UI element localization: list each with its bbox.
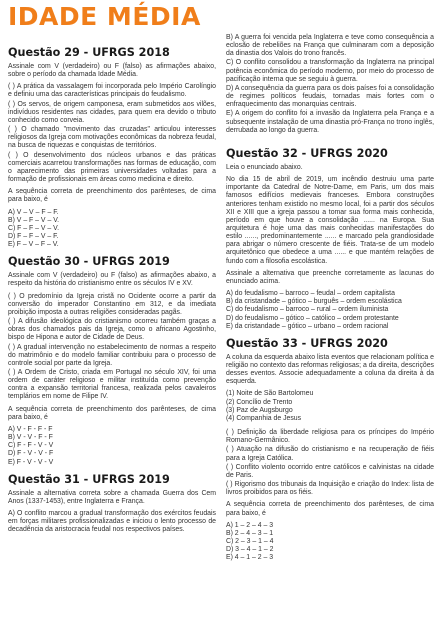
- question-31-intro: Assinale a alternativa correta sobre a chamada Guerra dos Cem Anos (1337-1453), entre Inglaterra e França.: [8, 489, 216, 505]
- option-b[interactable]: B) V - V - F - F: [8, 434, 53, 442]
- option-b[interactable]: B) da cristandade – gótico – burguês – ordem escolástica: [226, 298, 402, 306]
- option-e[interactable]: E) da cristandade – gótico – urbano – ordem racional: [226, 322, 389, 330]
- question-30-item: ( ) A gradual intervenção no estabelecimento de normas a respeito do matrimônio e do modelo familiar contribuiu para o processo de controle social por parte da Igreja.: [8, 343, 216, 367]
- option-a[interactable]: A) do feudalismo – barroco – feudal – ordem capitalista: [226, 290, 395, 298]
- option-e[interactable]: E) 4 – 1 – 2 – 3: [226, 554, 274, 562]
- question-30-intro: Assinale com V (verdadeiro) ou F (falso) as afirmações abaixo, a respeito da história do cristianismo entre os séculos IV e XV.: [8, 272, 216, 288]
- question-30-options: [8, 426, 216, 467]
- option-d[interactable]: D) 3 – 4 – 1 – 2: [226, 546, 274, 554]
- option-b[interactable]: B) 2 – 4 – 3 – 1: [226, 529, 274, 537]
- option-c[interactable]: C) F - F - V - V: [8, 442, 54, 450]
- question-33-description: ( ) Atuação na difusão do cristianismo e na recuperação de fiéis para a Igreja Católica.: [226, 446, 434, 462]
- question-30-prompt: A sequência correta de preenchimento dos parênteses, de cima para baixo, é: [8, 405, 216, 421]
- question-29-prompt: A sequência correta de preenchimento dos parênteses, de cima para baixo, é: [8, 188, 216, 204]
- option-e[interactable]: E) A origem do conflito foi a invasão da Inglaterra pela França e a subsequente instalação de uma dinastia pró-França no trono inglês, derrubada ao longo da guerra.: [226, 110, 434, 134]
- option-d[interactable]: D) F - V - V - F: [8, 450, 54, 458]
- list-item: (4) Companhia de Jesus: [226, 414, 302, 422]
- question-33-options: [226, 522, 434, 563]
- right-column: [226, 34, 434, 568]
- question-33-prompt: A sequência correta de preenchimento dos parênteses, de cima para baixo, é: [226, 501, 434, 517]
- option-c[interactable]: C) do feudalismo – barroco – rural – ordem iluminista: [226, 306, 389, 314]
- question-29-item: ( ) A prática da vassalagem foi incorporada pelo Império Carolíngio e definiu uma das características principais do feudalismo.: [8, 83, 216, 99]
- question-32-heading: Questão 32 - UFRGS 2020: [226, 146, 388, 160]
- question-29-options: [8, 209, 216, 250]
- option-b[interactable]: B) A guerra foi vencida pela Inglaterra e teve como consequência a eclosão de rebeliões na França que culminaram com a deposição da dinastia dos Valois do trono francês.: [226, 34, 434, 58]
- option-b[interactable]: B) V – F – V – V.: [8, 216, 60, 224]
- question-29-item: ( ) O chamado "movimento das cruzadas" articulou interesses religiosos da Igreja com motivações econômicas da nobreza feudal, na busca de riquezas e conquistas de territórios.: [8, 126, 216, 150]
- question-31-heading: Questão 31 - UFRGS 2019: [8, 472, 170, 486]
- list-item: (1) Noite de São Bartolomeu: [226, 390, 314, 398]
- list-item: (3) Paz de Augsburgo: [226, 406, 293, 414]
- option-d[interactable]: D) F – F – V – F.: [8, 232, 59, 240]
- question-29-item: ( ) O desenvolvimento dos núcleos urbanos e das práticas comerciais acarretou transformações nas formas de educação, com o aparecimento das primeiras universidades voltadas para a formação de profissionais em áreas como medicina e direito.: [8, 151, 216, 184]
- question-32-intro: Leia o enunciado abaixo.: [226, 163, 303, 171]
- option-a[interactable]: A) O conflito marcou a gradual transformação dos exércitos feudais em forças militares profissionalizadas e iniciou o lento processo de decadência da aristocracia feudal nos respectivos países.: [8, 510, 216, 534]
- question-33-left-list: [226, 390, 434, 423]
- option-e[interactable]: E) F - V - V - V: [8, 458, 54, 466]
- question-33-description: ( ) Conflito violento ocorrido entre católicos e calvinistas na cidade de Paris.: [226, 463, 434, 479]
- question-33-heading: Questão 33 - UFRGS 2020: [226, 336, 388, 350]
- page-title: IDADE MÉDIA: [8, 2, 201, 31]
- question-33-description: ( ) Rigorismo dos tribunais da Inquisição e criação do Index: lista de livros proibidos para os fiéis.: [226, 481, 434, 497]
- option-e[interactable]: E) F – V – F – V.: [8, 241, 59, 249]
- left-column: [8, 46, 216, 539]
- option-d[interactable]: D) A consequência da guerra para os dois países foi a consolidação de regimes políticos feudais, tornadas mais fortes com o enfraquecimento das monarquias centrais.: [226, 84, 434, 109]
- option-a[interactable]: A) V – V – F – F.: [8, 208, 59, 216]
- question-32-text: No dia 15 de abril de 2019, um incêndio destruiu uma parte importante da Catedral de Notre-Dame, em Paris, um dos mais famosos edifícios medievais franceses. Embora construções anteriores tenham existido no mesmo local, foi a partir dos séculos XII e XIII que a igreja passou a tomar sua forma mais conhecida, período em que houve a consolidação ...... na Europa. Sua arquitetura é hoje uma das mais conhecidas manifestações do estilo ......, predominantemente ...... e marcado pela grandiosidade para abrigar o número crescente de fiéis. Trata-se de um modelo arquitetônico que obedece a uma ...... e que mantém relações de fundo com a filosofia escolástica.: [226, 176, 434, 265]
- option-c[interactable]: C) F – F – V – V.: [8, 224, 60, 232]
- question-29-item: ( ) Os servos, de origem camponesa, eram submetidos aos vilões, indivíduos residentes nas cidades, para quem era devido o tributo conhecido como corveia.: [8, 100, 216, 124]
- question-29-heading: Questão 29 - UFRGS 2018: [8, 46, 170, 59]
- question-30-heading: Questão 30 - UFRGS 2019: [8, 255, 170, 269]
- option-a[interactable]: A) 1 – 2 – 4 – 3: [226, 521, 274, 529]
- question-30-item: ( ) O predomínio da Igreja cristã no Ocidente ocorre a partir da conversão do imperador Constantino em 312, e da imediata proibição imposta a outras religiões consideradas pagãs.: [8, 292, 216, 316]
- question-33-intro: A coluna da esquerda abaixo lista eventos que relacionam política e religião no contexto das reformas religiosas; a da direita, descrições desses eventos. Associe adequadamente a coluna da direita à da esquerda.: [226, 353, 434, 386]
- question-33-description: ( ) Definição da liberdade religiosa para os príncipes do Império Romano-Germânico.: [226, 429, 434, 445]
- question-32-options: [226, 290, 434, 331]
- question-30-item: ( ) A Ordem de Cristo, criada em Portugal no século XIV, foi uma ordem de caráter religioso e militar instituída como prevenção contra a expansão territorial francesa, realizada pelos cavaleiros templários em nome de Filipe IV.: [8, 369, 216, 401]
- list-item: (2) Concílio de Trento: [226, 398, 293, 406]
- question-30-item: ( ) A difusão ideológica do cristianismo ocorreu também graças a obras dos chamados pais da Igreja, como o africano Agostinho, bispo de Hipona e autor de Cidade de Deus.: [8, 318, 216, 342]
- option-a[interactable]: A) V - F - F - F: [8, 425, 53, 433]
- option-c[interactable]: C) O conflito consolidou a transformação da Inglaterra na principal potência econômica do período moderno, por meio do processo de pacificação interna que se seguiu à guerra.: [226, 59, 434, 83]
- option-c[interactable]: C) 2 – 3 – 1 – 4: [226, 537, 274, 545]
- option-d[interactable]: D) do feudalismo – gótico – católico – ordem protestante: [226, 314, 399, 322]
- question-29-intro: Assinale com V (verdadeiro) ou F (falso) as afirmações abaixo, sobre o período da chamada Idade Média.: [8, 63, 216, 79]
- question-32-prompt: Assinale a alternativa que preenche corretamente as lacunas do enunciado acima.: [226, 269, 434, 285]
